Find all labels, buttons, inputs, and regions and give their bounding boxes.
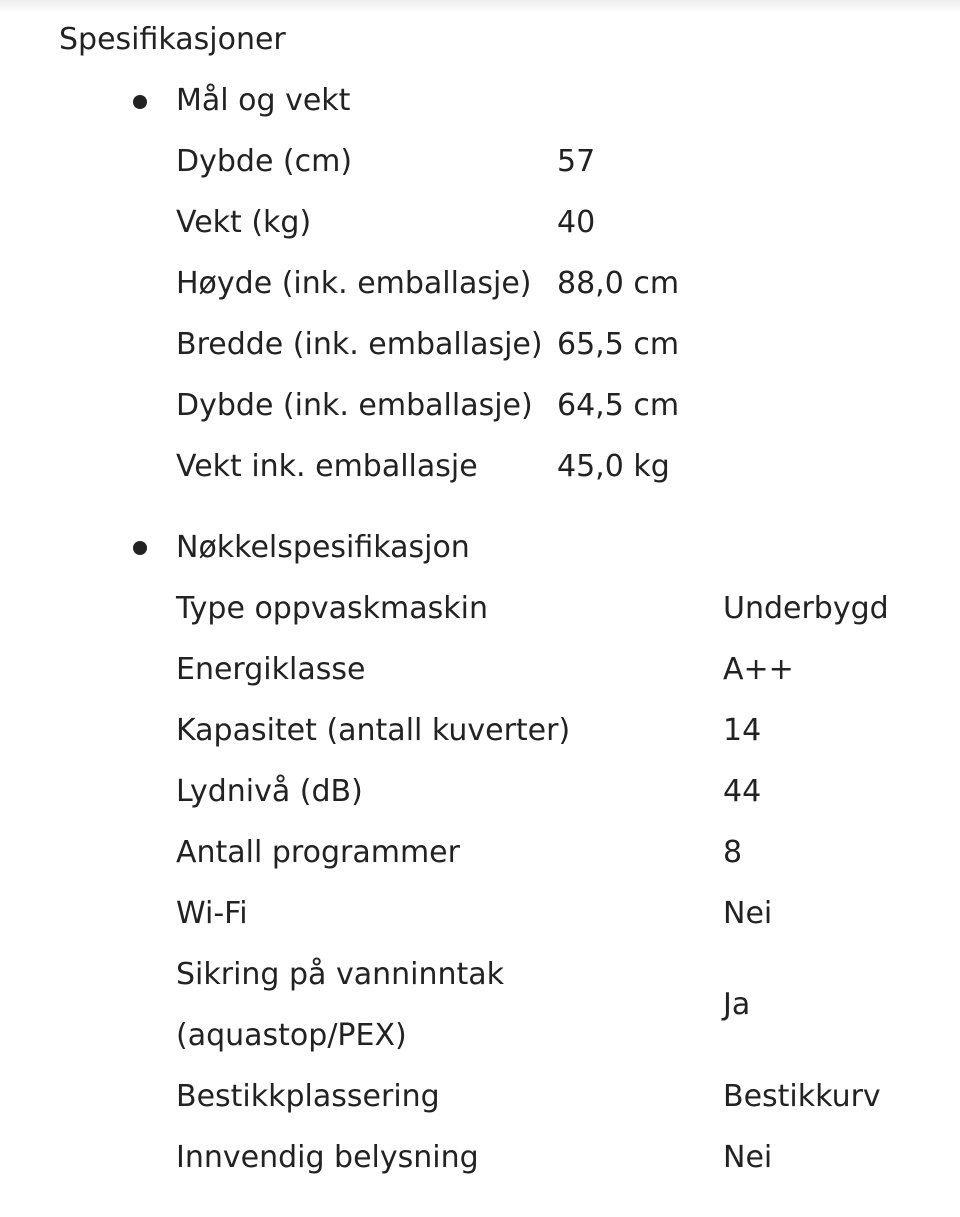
spec-value: Underbygd xyxy=(723,591,889,626)
spec-value: 88,0 cm xyxy=(557,266,680,301)
spec-label-continued: (aquastop/PEX) xyxy=(176,1018,407,1053)
top-shadow xyxy=(0,0,960,14)
spec-label: Vekt ink. emballasje xyxy=(176,449,478,484)
spec-label: Energiklasse xyxy=(176,652,366,687)
page-title: Spesifikasjoner xyxy=(59,22,286,57)
spec-label: Sikring på vanninntak xyxy=(176,957,505,992)
spec-label: Wi-Fi xyxy=(176,896,248,931)
spec-label: Dybde (cm) xyxy=(176,144,353,179)
spec-label: Innvendig belysning xyxy=(176,1140,479,1175)
spec-value: Nei xyxy=(723,1140,773,1175)
spec-value: 57 xyxy=(557,144,596,179)
spec-label: Dybde (ink. emballasje) xyxy=(176,388,533,423)
spec-value: A++ xyxy=(723,652,794,687)
spec-value: 8 xyxy=(723,835,743,870)
spec-value: Ja xyxy=(723,987,751,1022)
spec-value: Bestikkurv xyxy=(723,1079,881,1114)
spec-label: Høyde (ink. emballasje) xyxy=(176,266,532,301)
spec-value: 44 xyxy=(723,774,762,809)
section-title: Mål og vekt xyxy=(176,83,351,118)
spec-value: Nei xyxy=(723,896,773,931)
bullet-icon xyxy=(133,541,147,555)
spec-value: 65,5 cm xyxy=(557,327,680,362)
spec-label: Lydnivå (dB) xyxy=(176,774,363,809)
spec-label: Kapasitet (antall kuverter) xyxy=(176,713,571,748)
spec-label: Bestikkplassering xyxy=(176,1079,440,1114)
spec-value: 45,0 kg xyxy=(557,449,670,484)
bullet-icon xyxy=(133,95,147,109)
spec-value: 40 xyxy=(557,205,596,240)
spec-label: Bredde (ink. emballasje) xyxy=(176,327,543,362)
spec-value: 14 xyxy=(723,713,762,748)
spec-label: Antall programmer xyxy=(176,835,460,870)
spec-value: 64,5 cm xyxy=(557,388,680,423)
spec-label: Vekt (kg) xyxy=(176,205,312,240)
section-title: Nøkkelspesifikasjon xyxy=(176,530,470,565)
spec-label: Type oppvaskmaskin xyxy=(176,591,488,626)
